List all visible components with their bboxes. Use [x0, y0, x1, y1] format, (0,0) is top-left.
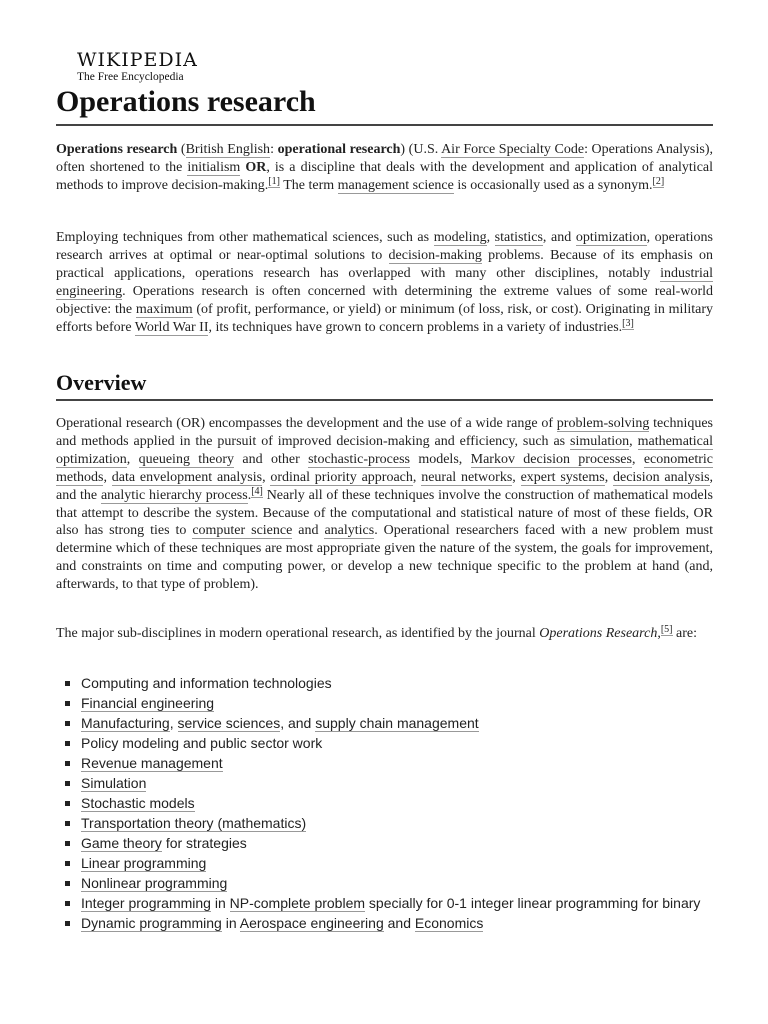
- text: Employing techniques from other mathematical sciences, such as: [56, 230, 434, 245]
- bullet-icon: [65, 781, 70, 786]
- link-analytics[interactable]: analytics: [324, 523, 375, 539]
- link-computer-science[interactable]: computer science: [192, 523, 293, 539]
- journal-name: Operations Research: [539, 626, 658, 641]
- page-title: Operations research: [56, 85, 316, 118]
- sub-disciplines-list: [56, 674, 713, 934]
- bold-term: OR: [245, 159, 267, 175]
- text: , and the: [56, 469, 714, 503]
- list-item: [56, 674, 713, 692]
- text: ,: [631, 451, 644, 467]
- link-queueing-theory[interactable]: queueing theory: [138, 451, 235, 467]
- bullet-icon: [65, 821, 70, 826]
- link-modeling[interactable]: modeling: [433, 230, 487, 245]
- link-integer-programming[interactable]: Integer programming: [81, 895, 211, 911]
- ref-link-4[interactable]: [4]: [251, 485, 263, 497]
- list-item: [56, 894, 713, 912]
- list-item: [56, 834, 713, 852]
- link-service-sciences[interactable]: service sciences: [177, 715, 281, 731]
- text: models,: [409, 451, 471, 467]
- text: and: [383, 915, 415, 931]
- link-management-science[interactable]: management science: [337, 177, 454, 193]
- text: ,: [169, 715, 178, 731]
- text: , and: [280, 715, 316, 731]
- intro-paragraph-2: [56, 229, 713, 336]
- list-item: [56, 794, 713, 812]
- text: ,: [126, 451, 139, 467]
- text: . Operational researchers faced with a new problem must determine which of these techniques are most appropriate given the nature of the system, the goals for improvement, and constraints on time and computing power, or develop a new technique specific to the problem at hand (and, afterwards, to that type of problem).: [56, 523, 713, 593]
- intro-paragraph-1: [56, 141, 713, 195]
- link-dynamic-programming[interactable]: Dynamic programming: [81, 915, 222, 931]
- list-item: [56, 754, 713, 772]
- link-optimization[interactable]: optimization: [575, 230, 647, 245]
- bullet-icon: [65, 761, 70, 766]
- text: (: [177, 142, 186, 157]
- link-manufacturing[interactable]: Manufacturing: [81, 715, 170, 731]
- list-item: [56, 874, 713, 892]
- link-markov-decision-processes[interactable]: Markov decision processes: [470, 451, 632, 467]
- link-supply-chain-management[interactable]: supply chain management: [315, 715, 479, 731]
- ref-link-5[interactable]: [5]: [660, 624, 673, 635]
- link-world-war-2[interactable]: World War II: [134, 319, 209, 335]
- section-divider: [56, 399, 713, 401]
- link-decision-analysis[interactable]: decision analysis: [612, 469, 710, 485]
- reference-3: [622, 318, 634, 330]
- list-item: [56, 714, 713, 732]
- ref-link-1[interactable]: [1]: [268, 175, 280, 187]
- link-game-theory[interactable]: Game theory: [81, 835, 162, 851]
- bullet-icon: [65, 801, 70, 806]
- list-item-text: Policy modeling and public sector work: [81, 735, 323, 751]
- reference-4: [251, 486, 263, 498]
- link-ordinal-priority-approach[interactable]: ordinal priority approach: [270, 469, 413, 485]
- bullet-icon: [65, 721, 70, 726]
- list-item: [56, 914, 713, 932]
- link-expert-systems[interactable]: expert systems: [520, 469, 605, 485]
- wikipedia-logo[interactable]: [77, 50, 198, 84]
- link-air-force-specialty-code[interactable]: Air Force Specialty Code: [441, 142, 585, 157]
- bullet-icon: [65, 741, 70, 746]
- link-data-envelopment-analysis[interactable]: data envelopment analysis: [111, 469, 263, 485]
- text: The term: [279, 177, 338, 193]
- ref-link-2[interactable]: [2]: [652, 175, 665, 187]
- list-item: [56, 734, 713, 752]
- text: is occasionally used as a synonym.: [453, 177, 653, 193]
- text: :: [270, 142, 278, 157]
- text: and other: [234, 451, 309, 467]
- list-item: [56, 814, 713, 832]
- text: , and: [542, 230, 576, 245]
- text: , is a discipline that deals with the development and application of analytical methods to improve decision-making.: [56, 159, 714, 193]
- link-initialism[interactable]: initialism: [187, 159, 241, 175]
- text: ,: [412, 469, 422, 485]
- bullet-icon: [65, 921, 70, 926]
- text: .: [247, 487, 252, 503]
- link-neural-networks[interactable]: neural networks: [421, 469, 513, 485]
- link-mathematical-optimization[interactable]: mathematical optimization: [56, 433, 714, 467]
- text: Nearly all of these techniques involve the construction of mathematical models that attempt to describe the system. Because of the computational and statistical nature of most of these fields, OR also has strong ties to: [56, 487, 713, 539]
- text: The major sub-disciplines in modern operational research, as identified by the journal: [56, 626, 540, 641]
- list-item-text: Computing and information technologies: [81, 675, 332, 691]
- text: techniques and methods applied in the pursuit of improved decision-making and efficiency, such as: [56, 416, 713, 449]
- bullet-icon: [65, 861, 70, 866]
- link-decision-making[interactable]: decision-making: [388, 247, 482, 263]
- text: , operations research arrives at optimal or near-optimal solutions to: [56, 230, 713, 263]
- link-stochastic-process[interactable]: stochastic-process: [308, 451, 410, 467]
- link-transportation-theory[interactable]: Transportation theory (mathematics): [81, 815, 307, 831]
- link-british-english[interactable]: British English: [185, 142, 271, 157]
- text: ,: [629, 433, 638, 449]
- link-statistics[interactable]: statistics: [494, 230, 543, 245]
- list-item: [56, 694, 713, 712]
- overview-paragraph-1: [56, 415, 713, 594]
- text: specially for 0-1 integer linear programming for binary: [365, 895, 701, 911]
- text: in: [221, 915, 240, 931]
- text: and: [292, 523, 325, 539]
- text: problems. Because of its emphasis on practical applications, operations research has overlapped with many other disciplines, notably: [56, 247, 713, 281]
- link-revenue-management[interactable]: Revenue management: [81, 755, 223, 771]
- text: in: [210, 895, 230, 911]
- ref-link-3[interactable]: [3]: [622, 317, 634, 329]
- bullet-icon: [65, 841, 70, 846]
- text: are:: [672, 626, 697, 641]
- logo-tagline: The Free Encyclopedia: [77, 71, 184, 83]
- link-linear-programming[interactable]: Linear programming: [81, 855, 207, 871]
- link-stochastic-models[interactable]: Stochastic models: [81, 795, 195, 811]
- text: : Operations Analysis), often shortened to the: [56, 142, 713, 175]
- overview-paragraph-2: [56, 625, 713, 643]
- text: (of profit, performance, or yield) or minimum (of loss, risk, or cost). Originating in military efforts before: [56, 301, 713, 335]
- text: for strategies: [161, 835, 247, 851]
- text: ,: [486, 230, 495, 245]
- text: ,: [604, 469, 613, 485]
- link-econometric-methods[interactable]: econometric methods: [56, 451, 714, 485]
- logo-wordmark: WIKIPEDIA: [77, 49, 198, 71]
- reference-5: [661, 624, 673, 636]
- bullet-icon: [65, 701, 70, 706]
- text: . Operations research is often concerned with determining the extreme values of some real-world objective: the: [56, 283, 713, 317]
- section-heading-overview: Overview: [56, 370, 147, 395]
- reference-1: [268, 176, 280, 188]
- text: ,: [512, 469, 521, 485]
- text: Operational research (OR) encompasses the development and the use of a wide range of: [56, 416, 557, 431]
- list-item: [56, 854, 713, 872]
- link-simulation[interactable]: simulation: [570, 433, 630, 449]
- link-np-complete-problem[interactable]: NP-complete problem: [229, 895, 366, 911]
- bullet-icon: [65, 901, 70, 906]
- text: ,: [103, 469, 112, 485]
- text: ,: [262, 469, 271, 485]
- text: , its techniques have grown to concern problems in a variety of industries.: [208, 319, 623, 335]
- bold-term: operational research: [277, 142, 401, 157]
- link-maximum[interactable]: maximum: [135, 301, 193, 317]
- link-simulation-item[interactable]: Simulation: [81, 775, 147, 791]
- link-industrial-engineering[interactable]: industrial engineering: [56, 265, 713, 299]
- link-economics[interactable]: Economics: [414, 915, 484, 931]
- link-problem-solving[interactable]: problem-solving: [556, 416, 650, 431]
- text: ,: [657, 626, 661, 641]
- reference-2: [653, 176, 665, 188]
- text: ) (U.S.: [400, 142, 442, 157]
- link-aerospace-engineering[interactable]: Aerospace engineering: [239, 915, 384, 931]
- bullet-icon: [65, 881, 70, 886]
- bullet-icon: [65, 681, 70, 686]
- link-analytic-hierarchy-process[interactable]: analytic hierarchy process: [100, 487, 248, 503]
- bold-term: Operations research: [56, 142, 178, 157]
- list-item: [56, 774, 713, 792]
- title-divider: [56, 124, 713, 126]
- link-nonlinear-programming[interactable]: Nonlinear programming: [81, 875, 228, 891]
- link-financial-engineering[interactable]: Financial engineering: [81, 695, 215, 711]
